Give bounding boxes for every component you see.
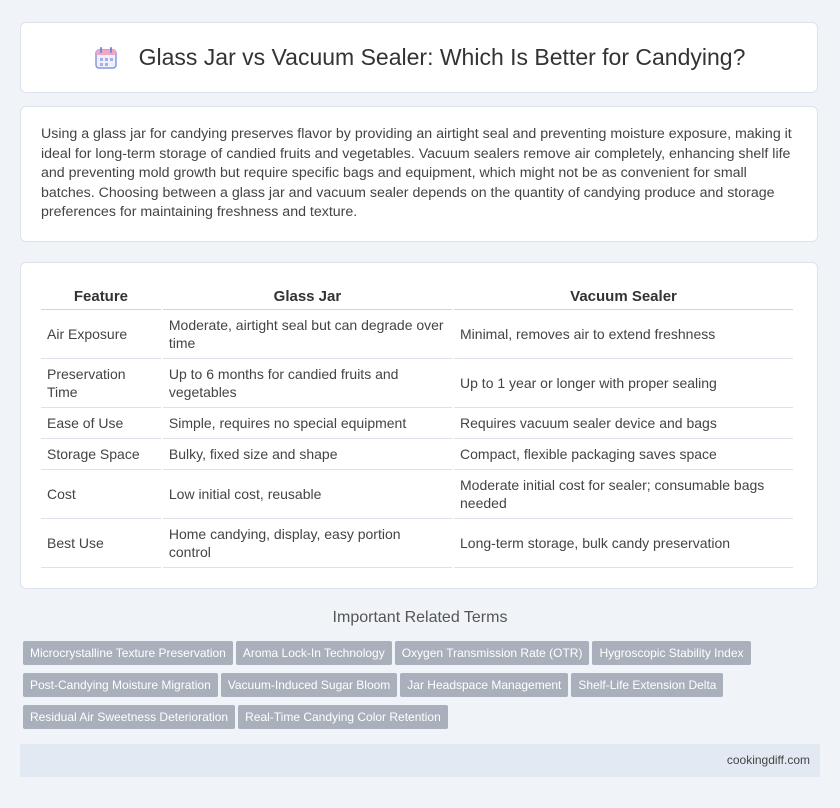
related-term-tag[interactable]: Real-Time Candying Color Retention <box>238 705 448 729</box>
calendar-icon <box>93 45 119 71</box>
related-term-tag[interactable]: Residual Air Sweetness Deterioration <box>23 705 235 729</box>
table-cell: Home candying, display, easy portion control <box>163 519 452 568</box>
table-cell: Bulky, fixed size and shape <box>163 439 452 470</box>
header-glass-jar: Glass Jar <box>163 285 452 310</box>
page-title: Glass Jar vs Vacuum Sealer: Which Is Better for Candying? <box>138 44 746 70</box>
table-cell: Simple, requires no special equipment <box>163 408 452 439</box>
table-cell: Moderate initial cost for sealer; consumable bags needed <box>454 470 793 519</box>
table-cell: Air Exposure <box>41 310 161 359</box>
table-cell: Requires vacuum sealer device and bags <box>454 408 793 439</box>
table-cell: Best Use <box>41 519 161 568</box>
table-cell: Compact, flexible packaging saves space <box>454 439 793 470</box>
table-cell: Storage Space <box>41 439 161 470</box>
related-term-tag[interactable]: Jar Headspace Management <box>400 673 568 697</box>
comparison-table <box>39 285 795 568</box>
table-cell: Moderate, airtight seal but can degrade over time <box>163 310 452 359</box>
table-row <box>41 439 793 470</box>
table-row <box>41 408 793 439</box>
intro-card <box>20 106 818 242</box>
title-card <box>20 22 818 93</box>
table-row <box>41 470 793 519</box>
table-cell: Low initial cost, reusable <box>163 470 452 519</box>
table-cell: Minimal, removes air to extend freshness <box>454 310 793 359</box>
table-row <box>41 359 793 408</box>
table-cell: Ease of Use <box>41 408 161 439</box>
related-term-tag[interactable]: Aroma Lock-In Technology <box>236 641 392 665</box>
related-term-tag[interactable]: Oxygen Transmission Rate (OTR) <box>395 641 590 665</box>
table-row <box>41 310 793 359</box>
related-term-tag[interactable]: Post-Candying Moisture Migration <box>23 673 218 697</box>
table-cell: Preservation Time <box>41 359 161 408</box>
related-term-tag[interactable]: Shelf-Life Extension Delta <box>571 673 723 697</box>
table-header-row <box>41 285 793 310</box>
intro-text: Using a glass jar for candying preserves flavor by providing an airtight seal and preventing moisture exposure, making it ideal for long-term storage of candied fruits and vegetables. Vacuum sealers remove air completely, enhancing shelf life and preventing mold growth but require specific bags and equipment, which might not be as convenient for small batches. Choosing between a glass jar and vacuum sealer depends on the quantity of candying produce and storage preferences for maintaining freshness and texture. <box>41 126 792 220</box>
related-term-tag[interactable]: Hygroscopic Stability Index <box>592 641 750 665</box>
related-term-tag[interactable]: Microcrystalline Texture Preservation <box>23 641 233 665</box>
related-term-tag[interactable]: Vacuum-Induced Sugar Bloom <box>221 673 398 697</box>
table-cell: Up to 1 year or longer with proper sealing <box>454 359 793 408</box>
table-cell: Cost <box>41 470 161 519</box>
footer-site-link[interactable]: cookingdiff.com <box>726 753 810 767</box>
related-terms-list <box>23 641 803 737</box>
table-cell: Up to 6 months for candied fruits and vegetables <box>163 359 452 408</box>
comparison-table-card <box>20 262 818 589</box>
footer <box>20 744 820 777</box>
header-vacuum-sealer: Vacuum Sealer <box>454 285 793 310</box>
header-feature: Feature <box>41 285 161 310</box>
table-cell: Long-term storage, bulk candy preservation <box>454 519 793 568</box>
related-terms-title: Important Related Terms <box>332 609 508 626</box>
table-row <box>41 519 793 568</box>
